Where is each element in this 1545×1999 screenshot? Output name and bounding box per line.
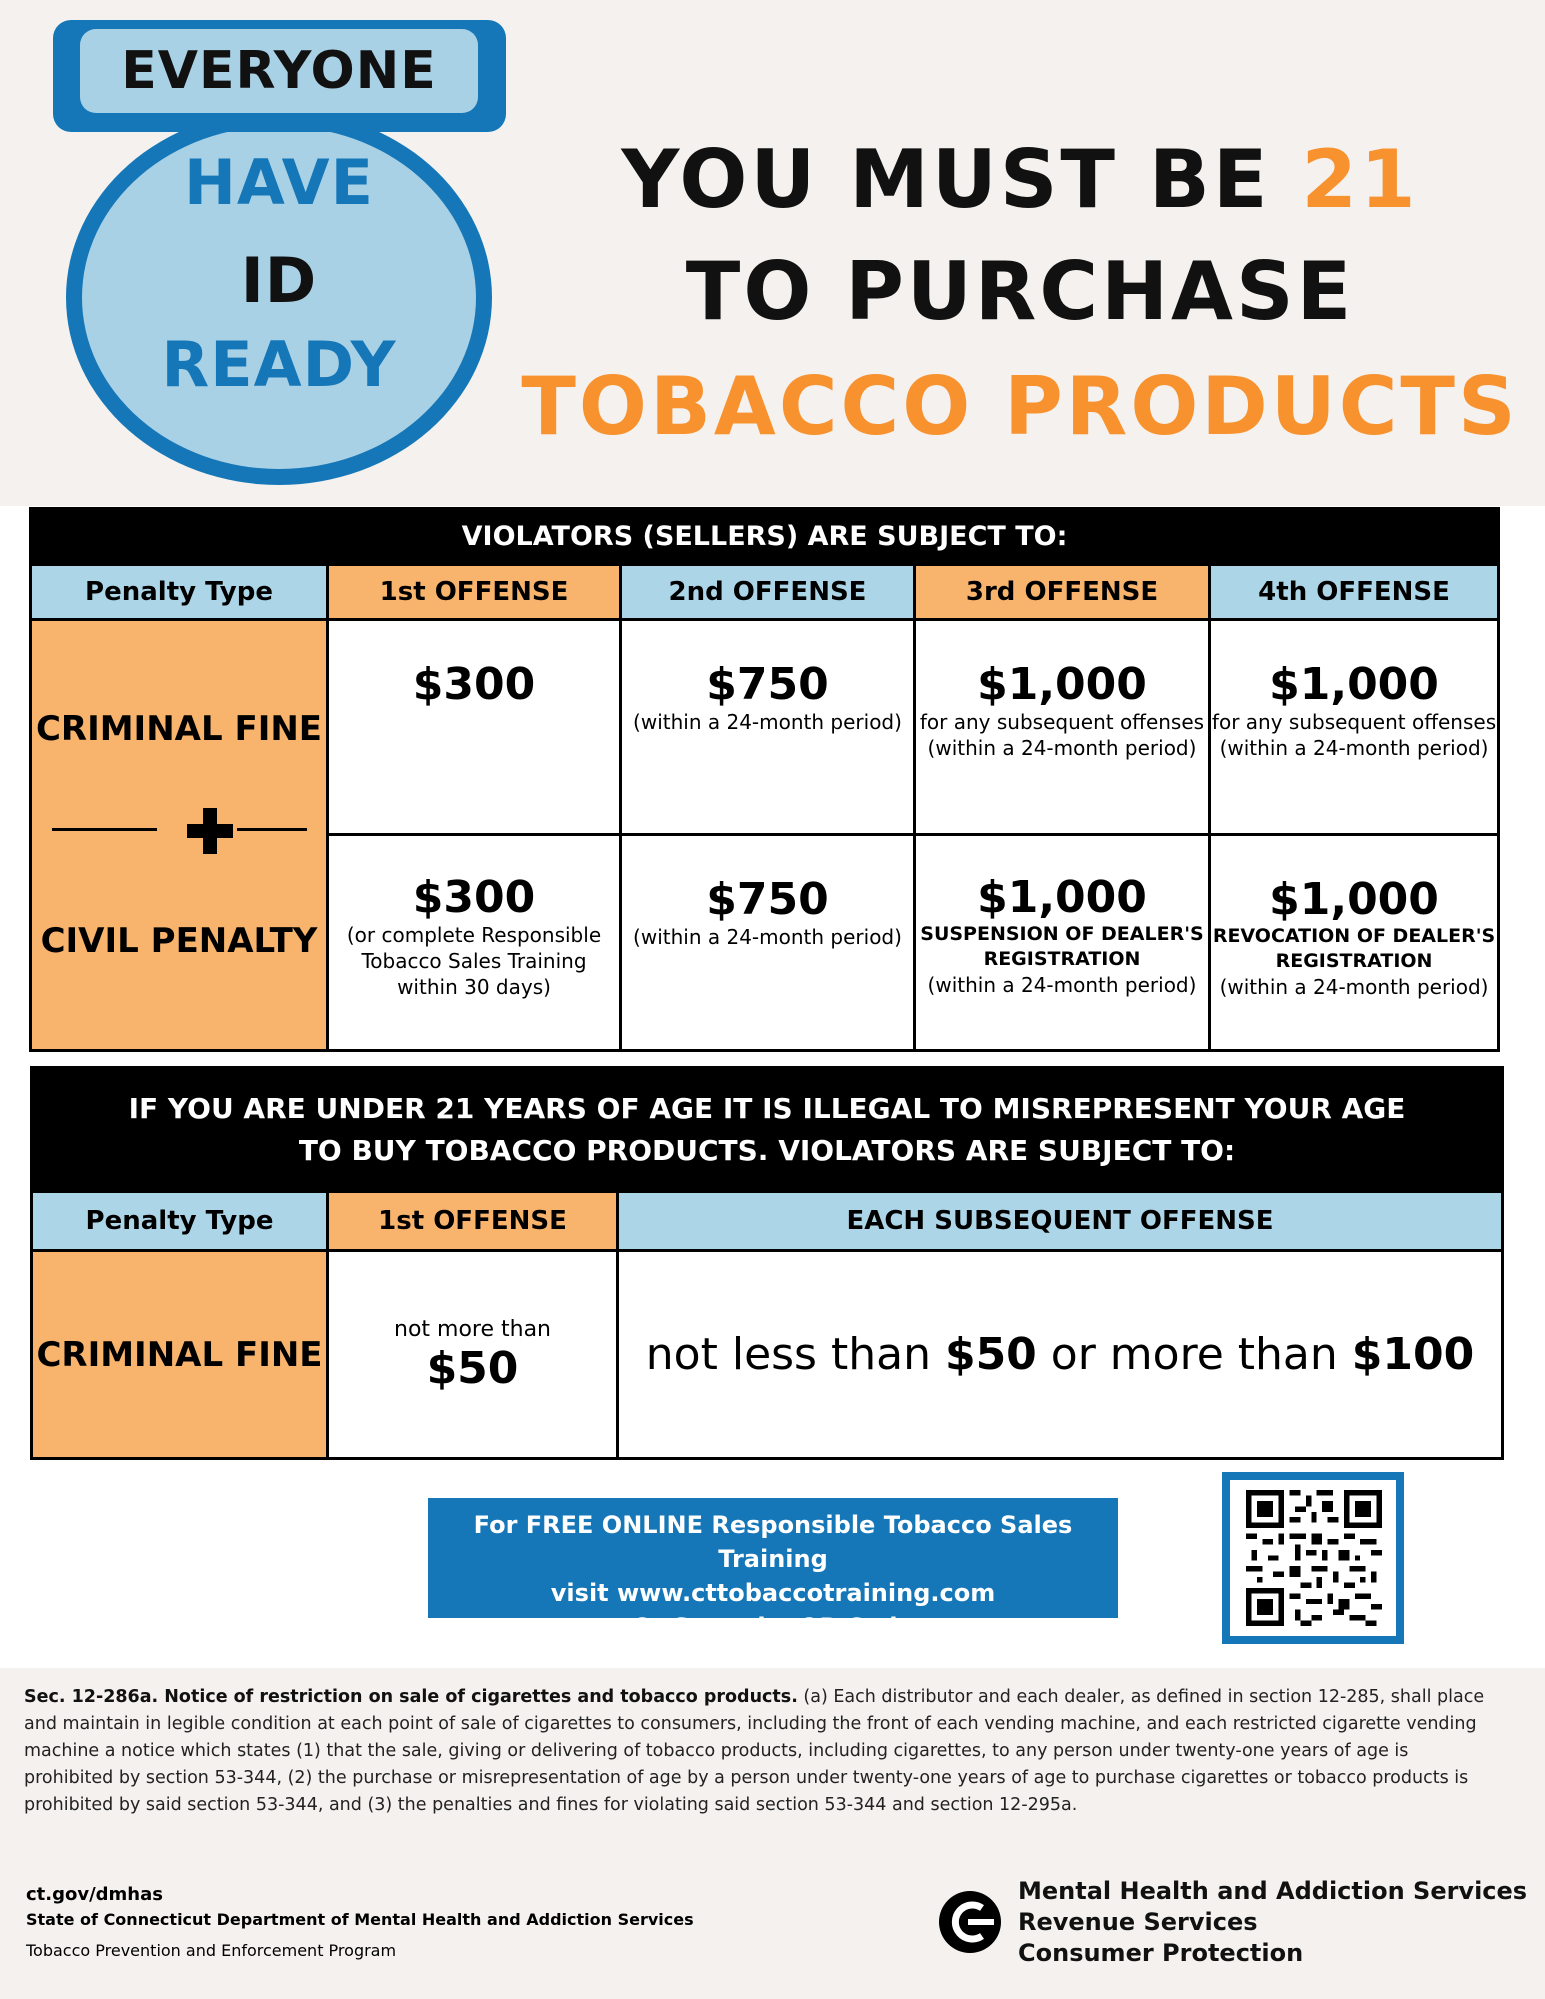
training-url[interactable]: visit www.cttobaccotraining.com bbox=[550, 1579, 996, 1607]
headline-prefix: YOU MUST BE bbox=[621, 133, 1302, 226]
criminal-1st-cell bbox=[328, 620, 621, 835]
suspension-note: REGISTRATION bbox=[983, 948, 1141, 971]
criminal-fine-label: CRIMINAL FINE bbox=[32, 1251, 328, 1459]
minors-table-title bbox=[32, 1068, 1503, 1192]
criminal-fine-label: CRIMINAL FINE bbox=[35, 709, 323, 749]
criminal-2nd-cell bbox=[621, 620, 915, 835]
minor-1st-cell bbox=[328, 1251, 618, 1459]
badge-have: HAVE bbox=[184, 146, 374, 219]
headline-age: 21 bbox=[1301, 133, 1419, 226]
badge-id: ID bbox=[240, 244, 318, 317]
footer-department: State of Connecticut Department of Mental Health and Addiction Services bbox=[26, 1910, 694, 1929]
training-line3: Or Scan the QR Code bbox=[632, 1613, 914, 1641]
note: within 30 days) bbox=[397, 975, 551, 1000]
header-1st-offense: 1st OFFENSE bbox=[328, 565, 621, 620]
minors-title-line2: TO BUY TOBACCO PRODUCTS. VIOLATORS ARE SUBJECT TO: bbox=[298, 1133, 1236, 1167]
civil-3rd-cell bbox=[915, 835, 1210, 1051]
criminal-4th-cell bbox=[1210, 620, 1499, 835]
civil-1st-cell bbox=[328, 835, 621, 1051]
note: (within a 24-month period) bbox=[633, 925, 902, 950]
penalty-type-labels bbox=[31, 620, 328, 1051]
note: (within a 24-month period) bbox=[927, 736, 1197, 761]
amount: $300 bbox=[412, 872, 536, 923]
civil-4th-cell bbox=[1210, 835, 1499, 1051]
subsequent-max: $100 bbox=[1351, 1329, 1475, 1380]
header-2nd-offense: 2nd OFFENSE bbox=[621, 565, 915, 620]
note: (within a 24-month period) bbox=[927, 972, 1197, 997]
amount: $750 bbox=[706, 659, 829, 710]
header-3rd-offense: 3rd OFFENSE bbox=[915, 565, 1210, 620]
note: Tobacco Sales Training bbox=[361, 949, 587, 974]
plus-separator bbox=[32, 816, 326, 844]
note: (within a 24-month period) bbox=[633, 710, 902, 735]
agency-consumer: Consumer Protection bbox=[1018, 1939, 1304, 1967]
civil-2nd-cell bbox=[621, 835, 915, 1051]
training-callout[interactable] bbox=[428, 1498, 1118, 1641]
revocation-note: REVOCATION OF DEALER'S bbox=[1212, 925, 1496, 948]
training-line1: For FREE ONLINE Responsible Tobacco Sales Training bbox=[473, 1511, 1073, 1573]
note: (within a 24-month period) bbox=[1219, 736, 1489, 761]
agency-list bbox=[1018, 1876, 1527, 1969]
headline-line3: TOBACCO PRODUCTS bbox=[521, 360, 1519, 453]
agency-revenue: Revenue Services bbox=[1018, 1908, 1258, 1936]
header-penalty-type: Penalty Type bbox=[32, 1192, 328, 1251]
note: (within a 24-month period) bbox=[1219, 974, 1489, 999]
header-4th-offense: 4th OFFENSE bbox=[1210, 565, 1499, 620]
subsequent-min: $50 bbox=[944, 1329, 1037, 1380]
footer-program: Tobacco Prevention and Enforcement Program bbox=[26, 1941, 397, 1960]
sellers-table-title: VIOLATORS (SELLERS) ARE SUBJECT TO: bbox=[31, 509, 1499, 565]
legal-heading: Sec. 12-286a. Notice of restriction on sale of cigarettes and tobacco products. bbox=[24, 1687, 798, 1707]
suspension-note: SUSPENSION OF DEALER'S bbox=[920, 923, 1204, 946]
criminal-3rd-cell bbox=[915, 620, 1210, 835]
legal-notice bbox=[24, 1684, 1494, 1819]
amount: $1,000 bbox=[1269, 659, 1439, 710]
amount: $300 bbox=[412, 659, 536, 710]
amount: $1,000 bbox=[977, 872, 1147, 923]
first-prefix: not more than bbox=[394, 1317, 551, 1342]
header-subsequent-offense: EACH SUBSEQUENT OFFENSE bbox=[618, 1192, 1503, 1251]
badge-everyone: EVERYONE bbox=[80, 29, 478, 113]
ct-state-logo-icon bbox=[938, 1890, 1002, 1954]
revocation-note: REGISTRATION bbox=[1275, 950, 1433, 973]
minors-penalty-table bbox=[30, 1066, 1504, 1460]
sellers-penalty-table bbox=[29, 507, 1500, 1052]
amount: $1,000 bbox=[977, 659, 1147, 710]
agency-dmhas: Mental Health and Addiction Services bbox=[1018, 1877, 1528, 1905]
note: for any subsequent offenses bbox=[919, 710, 1205, 735]
qr-code[interactable] bbox=[1222, 1472, 1404, 1644]
header-1st-offense: 1st OFFENSE bbox=[328, 1192, 618, 1251]
amount: $1,000 bbox=[1269, 874, 1439, 925]
footer-url[interactable]: ct.gov/dmhas bbox=[26, 1884, 163, 1905]
headline-line1 bbox=[500, 133, 1540, 226]
note: for any subsequent offenses bbox=[1211, 710, 1497, 735]
subsequent-text: or more than bbox=[1036, 1329, 1352, 1380]
badge-ready: READY bbox=[161, 328, 397, 401]
qr-code-icon bbox=[1246, 1490, 1382, 1626]
civil-penalty-label: CIVIL PENALTY bbox=[40, 921, 318, 961]
minors-title-line1: IF YOU ARE UNDER 21 YEARS OF AGE IT IS ILLEGAL TO MISREPRESENT YOUR AGE bbox=[128, 1091, 1406, 1125]
amount: $750 bbox=[706, 874, 829, 925]
subsequent-text: not less than bbox=[645, 1329, 945, 1380]
amount: $50 bbox=[426, 1342, 519, 1394]
minor-subsequent-cell bbox=[618, 1251, 1503, 1459]
legal-body: (a) Each distributor and each dealer, as defined in section 12-285, shall place and maintain in legible condition at each point of sale of cigarettes to consumers, including the front of each vending machine, and each restricted cigarette vending machine a notice which states (1) that the sale, giving or delivering of tobacco products, including cigarettes, to any person under twenty-one years of age is prohibited by section 53-344, (2) the purchase or misrepresentation of age by a person under twenty-one years of age to purchase cigarettes or tobacco products is prohibited by said section 53-344, and (3) the penalties and fines for violating said section 53-344 and section 12-295a. bbox=[24, 1687, 1485, 1815]
headline-line2: TO PURCHASE bbox=[685, 245, 1355, 338]
header-penalty-type: Penalty Type bbox=[31, 565, 328, 620]
note: (or complete Responsible bbox=[346, 923, 602, 948]
